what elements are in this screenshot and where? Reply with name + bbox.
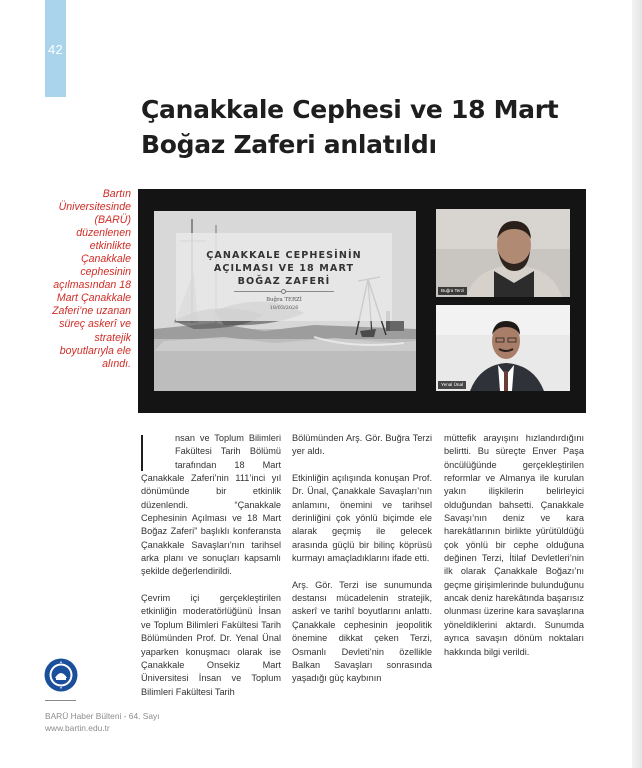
video-tile-speaker bbox=[436, 209, 570, 297]
slide-title-line: AÇILMASI VE 18 MART bbox=[213, 263, 355, 274]
page-tab bbox=[45, 0, 66, 97]
article-title-line-2: Boğaz Zaferi anlatıldı bbox=[141, 130, 437, 159]
slide-date: 18/03/2026 bbox=[269, 305, 299, 311]
article-column-2 bbox=[292, 432, 432, 699]
article-lead: Bartın Üniversitesinde (BARÜ) düzenlenen etkinlikte Çanakkale cephesinin açılmasından 18 Mart Çanakkale Zaferi’ne uzanan süreç askerî ve stratejik boyutlarıyla ele alındı. bbox=[52, 188, 131, 370]
drop-cap-glyph bbox=[141, 435, 143, 471]
slide-title bbox=[176, 249, 392, 288]
footer-publication: BARÜ Haber Bülteni - 64. Sayı bbox=[45, 711, 160, 721]
page-number: 42 bbox=[47, 42, 64, 57]
article-title bbox=[141, 92, 581, 162]
speaker-portrait bbox=[436, 209, 570, 297]
article-column-1 bbox=[141, 432, 281, 712]
slide-divider-ornament bbox=[281, 289, 286, 294]
footer-divider bbox=[45, 700, 76, 701]
article-column-3 bbox=[444, 432, 584, 672]
moderator-portrait bbox=[436, 305, 570, 391]
slide-title-card bbox=[176, 233, 392, 321]
presentation-slide bbox=[154, 211, 416, 391]
paragraph bbox=[141, 432, 281, 579]
paragraph: Bölümünden Arş. Gör. Buğra Terzi yer aldı. bbox=[292, 433, 432, 457]
paragraph: Çevrim içi gerçekleştirilen etkinliğin moderatörlüğünü İnsan ve Toplum Bilimleri Fakültesi Tarih Bölümünden Prof. Dr. Yenal Ünal yaparken konuşmacı olarak ise Çanakkale Onsekiz Mart Üniversitesi İnsan ve Toplum Bilimleri Fakültesi Tarih bbox=[141, 593, 281, 697]
university-seal-icon bbox=[44, 658, 78, 692]
paragraph: müttefik arayışını hızlandırdığını belirtti. Bu süreçte Enver Paşa öncülüğünde gerçekleştirilen reformlar ve Almanya ile kurulan yakın ilişkilerin belirleyici olduğundan bahsetti. Çanakkale Savaşı’nın deniz ve kara harekâtlarının birlikte yürütüldüğü çok yönlü bir cephe olduğuna değinen Terzi, İtilaf Devletleri’nin ilk olarak Çanakkale Boğazı’nı geçme girişimlerinde bulunduğunu ancak deniz harekâtında başarısız olunması üzerine kara savaşlarına yöneldiklerini aktardı. Sunumda ayrıca savaşın dönüm noktaları hakkında bilgi verildi. bbox=[444, 433, 584, 657]
slide-title-line: BOĞAZ ZAFERİ bbox=[237, 276, 331, 287]
video-tile-moderator bbox=[436, 305, 570, 391]
participant-name-tag: Buğra Terzi bbox=[438, 287, 467, 295]
paragraph-text: nsan ve Toplum Bilimleri Fakültesi Tarih Bölümü tarafından 18 Mart Çanakkale Zaferi’nin 111’inci yıl dönümünde bir etkinlik düzenlendi. “Çanakkale Cephesinin Açılması ve 18 Mart Boğaz Zaferi” başlıklı konferansta Çanakkale Savaşları’nın tarihsel arka planı ve sonuçları kapsamlı şekilde değerlendirildi. bbox=[141, 433, 281, 577]
page-edge-strip bbox=[632, 0, 642, 768]
paragraph: Arş. Gör. Terzi ise sunumunda destansı mücadelenin stratejik, askerî ve tarihî boyutlarını anlattı. Çanakkale cephesinin jeopolitik önemine dikkat çeken Terzi, Osmanlı Devleti’nin özellikle Balkan Savaşları sonrasında yaşadığı güç kaybının bbox=[292, 579, 432, 684]
article-photo bbox=[138, 189, 586, 413]
paragraph: Etkinliğin açılışında konuşan Prof. Dr. Ünal, Çanakkale Savaşları’nın anlamını, önemini ve tarihsel derinliğini çok yönlü biçimde ele alarak geçmiş ile gelecek arasında güçlü bir bilinç köprüsü kurmayı amaçladıklarını ifade etti. bbox=[292, 473, 432, 564]
slide-author: Buğra TERZİ bbox=[266, 297, 302, 303]
slide-title-line: ÇANAKKALE CEPHESİNİN bbox=[206, 250, 362, 261]
article-title-line-1: Çanakkale Cephesi ve 18 Mart bbox=[141, 95, 559, 124]
drop-cap bbox=[141, 432, 171, 470]
footer-website-link[interactable]: www.bartin.edu.tr bbox=[45, 723, 110, 733]
participant-name-tag: Yenal Ünal bbox=[438, 381, 466, 389]
drop-cap-letter bbox=[141, 426, 143, 439]
